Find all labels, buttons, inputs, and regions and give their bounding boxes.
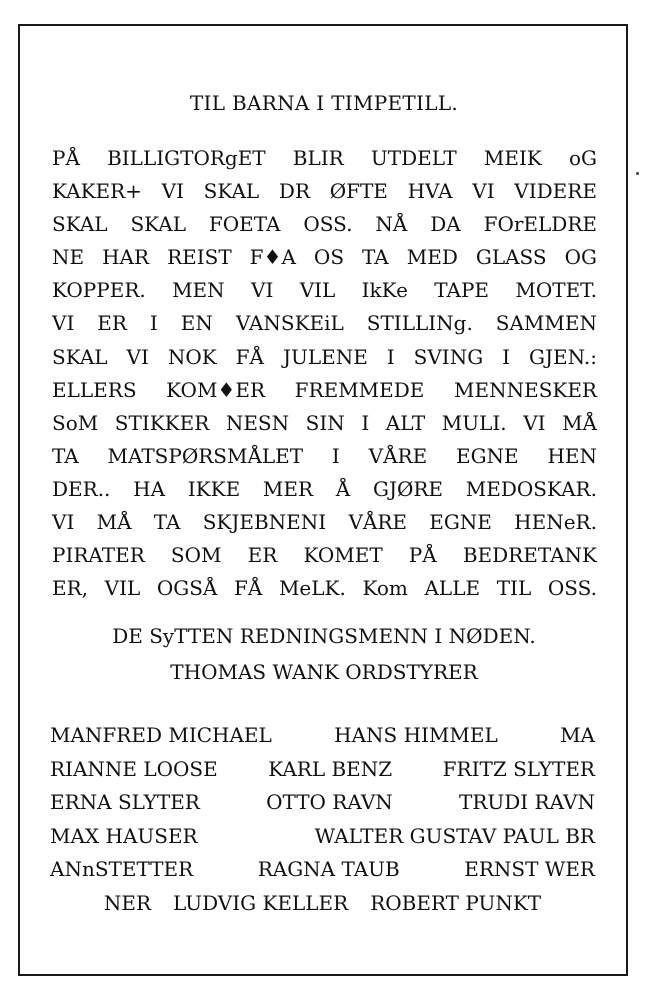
word: PÅ: [52, 146, 80, 170]
word: MÅ: [96, 510, 132, 535]
body-line: [52, 407, 597, 440]
word: OG: [564, 245, 597, 270]
word: MED: [406, 245, 458, 270]
word: FÅ: [235, 344, 264, 369]
word: MEIK: [483, 146, 542, 170]
word: I: [149, 311, 158, 336]
name-line: [50, 853, 595, 887]
word: JULENE: [282, 344, 368, 369]
word: OGSÅ: [156, 576, 218, 601]
name-line: [50, 820, 595, 854]
word: MOTET.: [515, 278, 597, 303]
name-entry: HANS HIMMEL: [334, 723, 498, 747]
word: MEDOSKAR.: [465, 476, 597, 501]
word: SKJEBNENI: [202, 510, 327, 535]
word: PÅ: [408, 543, 437, 568]
word: TA: [362, 245, 389, 270]
word: MeLK.: [278, 576, 346, 601]
word: EN: [180, 311, 213, 336]
word: NE: [52, 245, 85, 270]
word: UTDELT: [370, 146, 457, 170]
body-line: [52, 506, 597, 539]
word: BILLIGTORgET: [107, 146, 266, 170]
body-line: [52, 440, 597, 473]
word: KOPPER.: [52, 278, 146, 303]
word: KAKER+: [52, 179, 142, 204]
body-line: [52, 274, 597, 307]
word: KOMET: [303, 543, 383, 568]
word: VI: [472, 179, 495, 204]
word: SoM: [52, 410, 99, 435]
word: Å: [335, 476, 351, 501]
word: SVING: [413, 344, 484, 369]
name-entry: ERNA SLYTER: [50, 790, 200, 815]
word: GJEN.:: [529, 344, 597, 369]
word: VI: [52, 311, 75, 336]
word: SKAL: [52, 212, 108, 237]
name-entry: MANFRED MICHAEL: [50, 723, 272, 747]
word: IkKe: [361, 278, 408, 303]
body-line: [52, 341, 597, 374]
word: SOM: [170, 543, 222, 568]
body-line: [52, 539, 597, 572]
word: ALLE: [424, 576, 481, 601]
word: ALT: [385, 410, 426, 435]
word: VÅRE: [368, 443, 428, 468]
word: FOETA: [208, 212, 281, 237]
word: FREMMEDE: [294, 377, 425, 402]
word: MER: [262, 476, 314, 501]
word: MENNESKER: [454, 377, 597, 402]
body-line: [52, 208, 597, 241]
word: DER..: [52, 476, 111, 501]
word: SAMMEN: [495, 311, 597, 336]
word: NESN: [225, 410, 290, 435]
body-line: [52, 241, 597, 274]
word: VANSKEiL: [235, 311, 344, 336]
word: IKKE: [187, 476, 241, 501]
word: ØFTE: [329, 179, 388, 204]
body-line: [52, 175, 597, 208]
word: HAR: [102, 245, 150, 270]
word: HENeR.: [514, 510, 597, 535]
name-line: [50, 753, 595, 787]
word: OSS.: [303, 212, 353, 237]
name-entry: LUDVIG KELLER: [173, 890, 349, 915]
word: KOM♦ER: [166, 377, 266, 402]
body-line: [52, 307, 597, 340]
word: VI: [126, 344, 149, 369]
document-title: TIL BARNA I TIMPETILL.: [189, 91, 459, 115]
stray-ink-mark: [636, 172, 639, 175]
word: F♦A: [249, 245, 296, 270]
word: VI: [161, 179, 184, 204]
word: NOK: [167, 344, 217, 369]
name-entry: ANnSTETTER: [50, 857, 194, 882]
word: ER,: [52, 576, 89, 601]
word: I: [386, 344, 395, 369]
name-entry: OTTO RAVN: [266, 790, 393, 815]
word: EGNE: [429, 510, 492, 535]
word: VIL: [104, 576, 141, 601]
name-entry: MAX HAUSER: [50, 823, 198, 848]
name-entry: NER: [103, 890, 152, 915]
word: SKAL: [52, 344, 108, 369]
word: STILLINg.: [366, 311, 473, 336]
word: TA: [52, 443, 79, 468]
word: NÅ: [375, 212, 408, 237]
word: I: [361, 410, 370, 435]
word: VI: [251, 278, 274, 303]
word: GLASS: [475, 245, 547, 270]
word: HVA: [407, 179, 453, 204]
word: SKAL: [130, 212, 187, 237]
signoff-chairman: THOMAS WANK ORDSTYRER: [170, 660, 478, 684]
word: TA: [153, 510, 181, 535]
name-entry: RAGNA TAUB: [257, 857, 400, 882]
word: PIRATER: [52, 543, 145, 568]
name-entry: ROBERT PUNKT: [370, 890, 542, 915]
word: VÅRE: [348, 510, 407, 535]
name-entry: ERNST WER: [464, 857, 595, 882]
word: SIN: [305, 410, 345, 435]
word: Kom: [362, 576, 408, 601]
word: TAPE: [434, 278, 490, 303]
name-entry: RIANNE LOOSE: [50, 756, 218, 781]
word: VI: [523, 410, 546, 435]
word: OSS.: [547, 576, 597, 601]
name-entry: FRITZ SLYTER: [442, 756, 595, 781]
body-line: [52, 374, 597, 407]
body-line: [52, 473, 597, 506]
name-list: [50, 719, 595, 921]
signoff-group-name: DE SyTTEN REDNINGSMENN I NØDEN.: [112, 624, 536, 648]
word: BLIR: [292, 146, 344, 170]
word: REIST: [167, 245, 232, 270]
word: GJØRE: [372, 476, 444, 501]
word: VI: [52, 510, 75, 535]
word: I: [502, 344, 511, 369]
word: HEN: [547, 443, 597, 468]
name-line: [50, 786, 595, 820]
word: DA: [430, 212, 461, 237]
word: BEDRETANK: [462, 543, 597, 568]
word: FOrELDRE: [483, 212, 597, 237]
name-entry: KARL BENZ: [268, 756, 393, 781]
word: MATSPØRSMÅLET: [107, 443, 304, 468]
word: OS: [313, 245, 345, 270]
name-entry: WALTER GUSTAV PAUL BR: [314, 823, 595, 848]
word: TIL: [496, 576, 532, 601]
word: ER: [247, 543, 278, 568]
body-line: [52, 572, 597, 605]
name-line: [50, 887, 595, 921]
name-entry: MA: [560, 723, 595, 747]
word: HA: [133, 476, 166, 501]
word: I: [331, 443, 340, 468]
word: STIKKER: [114, 410, 210, 435]
word: DR: [278, 179, 310, 204]
word: oG: [568, 146, 597, 170]
word: SKAL: [203, 179, 260, 204]
word: VIL: [299, 278, 336, 303]
name-entry: TRUDI RAVN: [459, 790, 595, 815]
word: EGNE: [455, 443, 519, 468]
word: MÅ: [562, 410, 597, 435]
name-line: [50, 719, 595, 753]
word: FÅ: [234, 576, 263, 601]
word: ER: [97, 311, 127, 336]
word: MULI.: [441, 410, 507, 435]
body-text: [52, 142, 597, 605]
word: ELLERS: [52, 377, 137, 402]
word: MEN: [172, 278, 225, 303]
word: VIDERE: [514, 179, 597, 204]
body-line: [52, 142, 597, 175]
